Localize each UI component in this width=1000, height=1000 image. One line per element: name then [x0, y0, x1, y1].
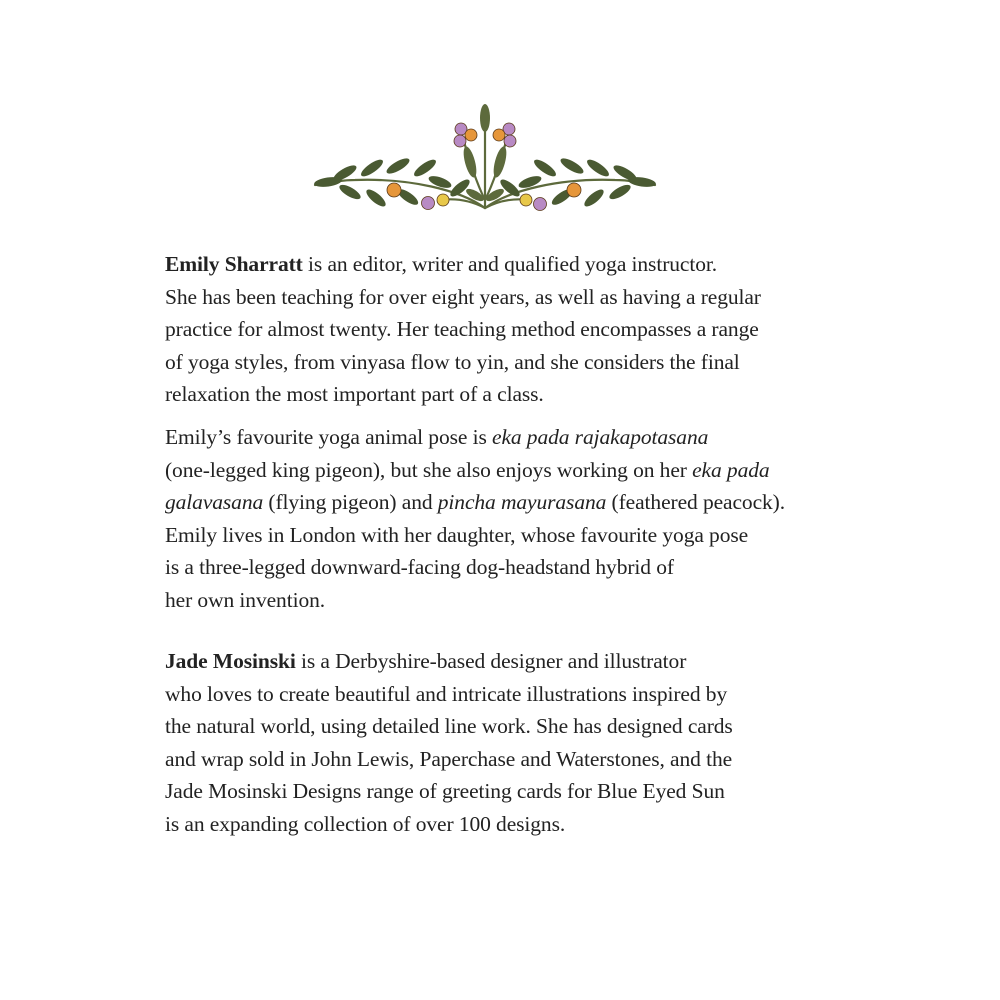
text-line: She has been teaching for over eight years, as well as having a regular — [165, 284, 761, 309]
text-line: of yoga styles, from vinyasa flow to yin, and she considers the final — [165, 349, 740, 374]
text-line — [165, 486, 845, 519]
text-span: Emily’s favourite yoga animal pose is — [165, 425, 492, 449]
text-line: is an expanding collection of over 100 designs. — [165, 811, 566, 836]
text-line — [165, 645, 845, 678]
text-line — [165, 248, 845, 281]
text-span: (one-legged king pigeon), but she also enjoys working on her — [165, 457, 693, 482]
text-line: practice for almost twenty. Her teaching method encompasses a range — [165, 317, 759, 341]
text-line: Jade Mosinski Designs range of greeting cards for Blue Eyed Sun — [165, 779, 725, 803]
text-span: is an editor, writer and qualified yoga instructor. — [302, 252, 718, 276]
text-span: is a Derbyshire-based designer and illustrator — [295, 649, 687, 673]
author-name: Jade Mosinski — [165, 649, 296, 673]
text-line: is a three-legged downward-facing dog-headstand hybrid of — [165, 555, 674, 579]
pose-name: galavasana — [165, 490, 264, 514]
text-span: (flying pigeon) and — [263, 490, 438, 514]
pose-name: eka pada rajakapotasana — [492, 425, 709, 449]
emily-bio-paragraph-1 — [165, 248, 845, 411]
text-line: who loves to create beautiful and intricate illustrations inspired by — [165, 681, 728, 706]
emily-bio-paragraph-2 — [165, 421, 845, 616]
text-span: (feathered peacock). — [606, 490, 786, 514]
text-line — [165, 454, 845, 487]
text-line: the natural world, using detailed line work. She has designed cards — [165, 714, 733, 738]
text-line: Emily lives in London with her daughter, whose favourite yoga pose — [165, 522, 749, 547]
floral-sprig-icon — [300, 100, 670, 225]
text-line: her own invention. — [165, 587, 326, 612]
jade-bio-paragraph — [165, 645, 845, 840]
text-line — [165, 421, 845, 454]
pose-name: pincha mayurasana — [437, 490, 607, 514]
author-name: Emily Sharratt — [165, 252, 303, 276]
pose-name: eka pada — [692, 457, 770, 482]
text-line: and wrap sold in John Lewis, Paperchase and Waterstones, and the — [165, 746, 733, 771]
text-line: relaxation the most important part of a class. — [165, 382, 544, 406]
